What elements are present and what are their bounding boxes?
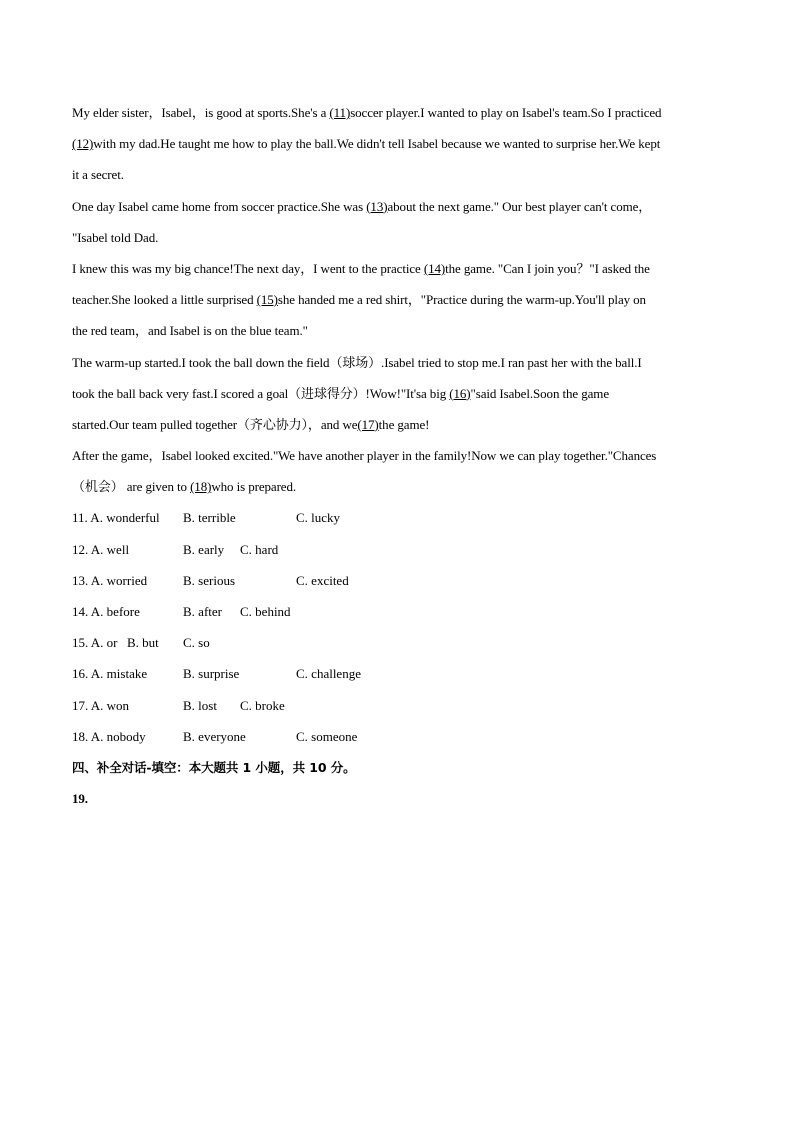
option-c: C. so <box>183 635 210 651</box>
option-row-17 <box>72 690 732 721</box>
option-a: 18. A. nobody <box>72 728 146 744</box>
option-a: 14. A. before <box>72 604 140 619</box>
option-row-11 <box>72 502 732 533</box>
option-row-13 <box>72 565 732 596</box>
blank-12: (12) <box>72 136 94 152</box>
passage-line-12: After the game，Isabel looked excited."We have another player in the family!Now we can play together."Chances <box>72 448 657 464</box>
blank-14: (14) <box>423 260 446 276</box>
passage-line-1: My elder sister，Isabel，is good at sports.She's a (11)soccer player.I wanted to play on Isabel's team.So I practiced <box>72 105 662 120</box>
option-c: C. hard <box>240 541 279 557</box>
option-a: 11. A. wonderful <box>72 510 160 526</box>
option-c: C. lucky <box>296 510 341 526</box>
passage-line-2: (12)with my dad.He taught me how to play the ball.We didn't tell Isabel because we wanted to surprise her.We kept <box>72 136 661 152</box>
option-c: C. broke <box>240 697 285 713</box>
option-c: C. challenge <box>296 666 361 682</box>
option-a: 16. A. mistake <box>72 666 148 682</box>
passage-line-11: started.Our team pulled together（齐心协力），and we(17)the game! <box>72 416 430 432</box>
blank-11: (11) <box>329 105 351 120</box>
passage-line-5: "Isabel told Dad. <box>72 229 159 245</box>
blank-17: (17) <box>357 416 379 432</box>
blank-16: (16) <box>449 385 471 401</box>
question-19-number: 19. <box>72 791 88 807</box>
option-row-18 <box>72 721 732 752</box>
passage-line-9: The warm-up started.I took the ball down the field（球场）.Isabel tried to stop me.I ran past her with the ball.I <box>72 354 642 370</box>
passage-line-10: took the ball back very fast.I scored a goal（进球得分）!Wow!"It'sa big (16)"said Isabel.Soon the game <box>72 385 609 401</box>
passage-line-13: （机会） are given to (18)who is prepared. <box>72 479 297 495</box>
option-c: C. excited <box>296 572 349 588</box>
option-row-16 <box>72 658 732 689</box>
option-b: B. surprise <box>183 666 240 682</box>
document-page <box>72 97 732 814</box>
passage-line-4: One day Isabel came home from soccer practice.She was (13)about the next game." Our best player can't come， <box>72 198 652 214</box>
option-b: B. serious <box>183 572 235 588</box>
blank-13: (13) <box>366 198 388 214</box>
blank-15: (15) <box>256 292 278 308</box>
option-c: C. someone <box>296 728 358 744</box>
passage-line-3: it a secret. <box>72 167 124 183</box>
option-row-12 <box>72 534 732 565</box>
passage-line-6: I knew this was my big chance!The next day，I went to the practice (14)the game. "Can I join you？"I asked the <box>72 260 650 276</box>
option-b: B. terrible <box>183 510 236 526</box>
option-a: 12. A. well <box>72 541 130 557</box>
blank-18: (18) <box>190 479 212 495</box>
option-b: B. but <box>127 635 159 651</box>
option-a: 17. A. won <box>72 697 130 713</box>
section-title: 四、补全对话-填空：本大题共 1 小题，共 10 分。 <box>72 759 356 775</box>
option-row-15 <box>72 627 732 658</box>
option-b: B. lost <box>183 697 217 713</box>
option-b: B. after <box>183 604 222 619</box>
passage-line-8: the red team，and Isabel is on the blue team." <box>72 323 308 339</box>
option-a: 15. A. or <box>72 635 118 651</box>
option-a: 13. A. worried <box>72 572 148 588</box>
option-b: B. everyone <box>183 728 246 744</box>
option-row-14 <box>72 596 732 627</box>
passage-line-7: teacher.She looked a little surprised (15)she handed me a red shirt，"Practice during the warm-up.You'll play on <box>72 292 646 308</box>
option-b: B. early <box>183 541 225 557</box>
option-c: C. behind <box>240 604 291 619</box>
